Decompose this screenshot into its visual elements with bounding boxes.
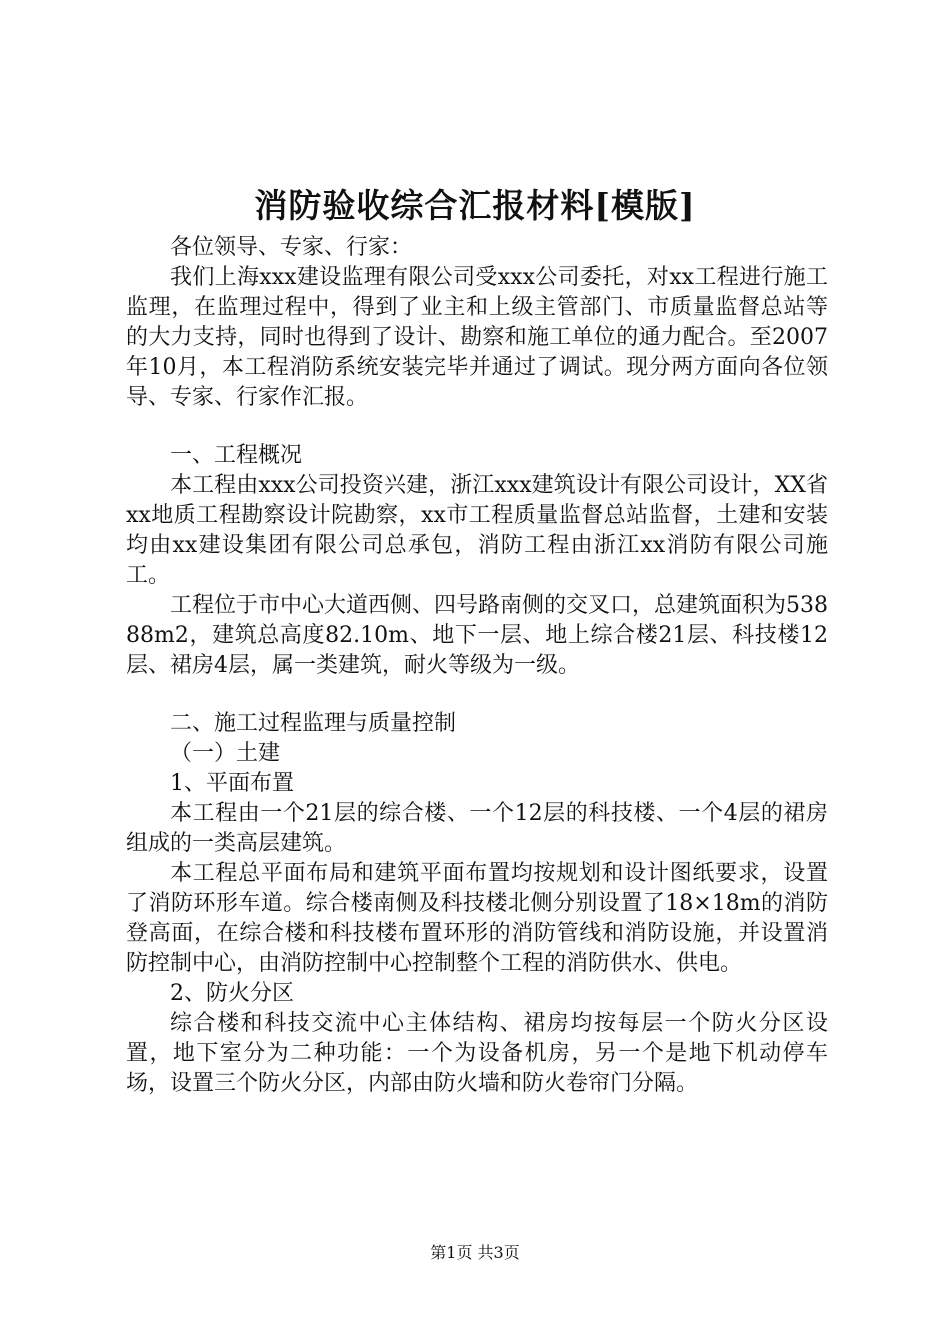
section-gap — [126, 413, 828, 441]
intro-paragraph: 我们上海xxx建设监理有限公司受xxx公司委托，对xx工程进行施工监理，在监理过程中，得到了业主和上级主管部门、市质量监督总站等的大力支持，同时也得到了设计、勘察和施工单位的通力配合。至2007年10月，本工程消防系统安装完毕并通过了调试。现分两方面向各位领导、专家、行家作汇报。 — [126, 265, 828, 410]
greeting: 各位领导、专家、行家： — [170, 235, 413, 260]
section2-subheading: （一）土建 — [170, 741, 281, 766]
item2-heading: 2、防火分区 — [170, 981, 294, 1006]
section1-heading: 一、工程概况 — [170, 443, 303, 468]
section1-paragraph-2: 工程位于市中心大道西侧、四号路南侧的交叉口，总建筑面积为53888m2，建筑总高度82.10m、地下一层、地上综合楼21层、科技楼12层、裙房4层，属一类建筑，耐火等级为一级。 — [126, 593, 828, 678]
document-body — [126, 233, 828, 1099]
section2-heading: 二、施工过程监理与质量控制 — [170, 711, 457, 736]
page-footer: 第1页 共3页 — [430, 1243, 520, 1262]
item1-paragraph-1: 本工程由一个21层的综合楼、一个12层的科技楼、一个4层的裙房组成的一类高层建筑。 — [126, 801, 828, 856]
section1-paragraph-1: 本工程由xxx公司投资兴建，浙江xxx建筑设计有限公司设计，XX省xx地质工程勘察设计院勘察，xx市工程质量监督总站监督，土建和安装均由xx建设集团有限公司总承包，消防工程由浙江xx消防有限公司施工。 — [126, 473, 828, 588]
item2-paragraph-1: 综合楼和科技交流中心主体结构、裙房均按每层一个防火分区设置，地下室分为二种功能：一个为设备机房，另一个是地下机动停车场，设置三个防火分区，内部由防火墙和防火卷帘门分隔。 — [126, 1011, 828, 1096]
section-gap — [126, 681, 828, 709]
item1-paragraph-2: 本工程总平面布局和建筑平面布置均按规划和设计图纸要求，设置了消防环形车道。综合楼南侧及科技楼北侧分别设置了18×18m的消防登高面，在综合楼和科技楼布置环形的消防管线和消防设施，并设置消防控制中心，由消防控制中心控制整个工程的消防供水、供电。 — [126, 861, 828, 976]
item1-heading: 1、平面布置 — [170, 771, 294, 796]
document-title: 消防验收综合汇报材料[模版] — [254, 186, 696, 225]
